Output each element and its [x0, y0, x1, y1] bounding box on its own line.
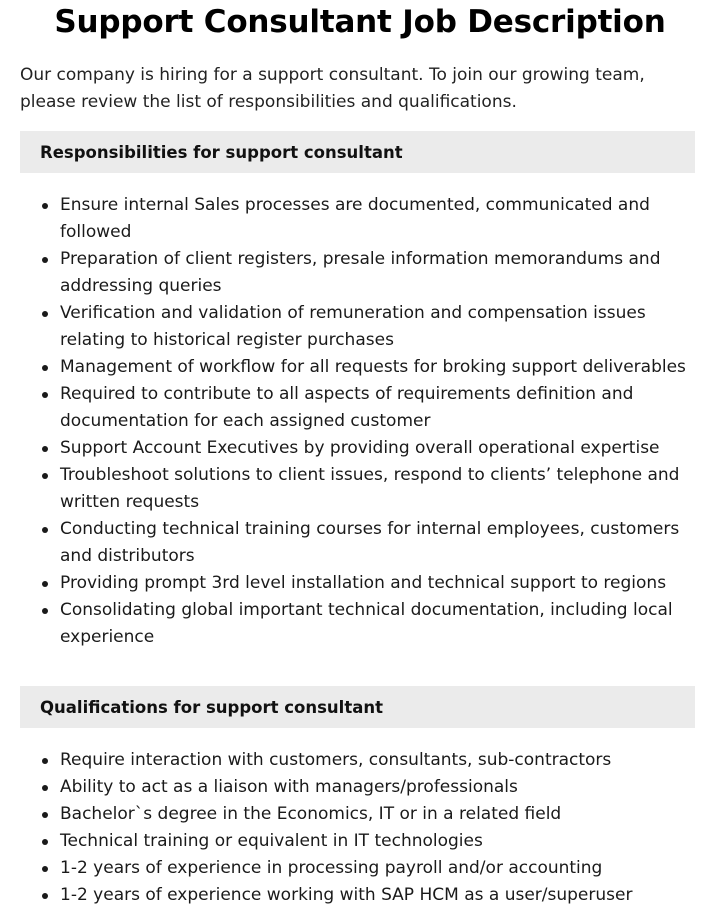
- list-item: Require interaction with customers, consultants, sub-contractors: [60, 747, 700, 774]
- responsibilities-list: [20, 192, 700, 651]
- intro-paragraph: Our company is hiring for a support consultant. To join our growing team, please review the list of responsibilities and qualifications.: [20, 65, 645, 112]
- list-item: Consolidating global important technical documentation, including local experience: [60, 597, 700, 651]
- list-item: Ensure internal Sales processes are documented, communicated and followed: [60, 192, 700, 246]
- list-item: Ability to act as a liaison with managers/professionals: [60, 774, 700, 801]
- responsibilities-heading: Responsibilities for support consultant: [40, 142, 403, 162]
- list-item: Conducting technical training courses for internal employees, customers and distributors: [60, 516, 700, 570]
- qualifications-list: [20, 747, 700, 909]
- responsibilities-header: [20, 131, 695, 173]
- list-item: Technical training or equivalent in IT technologies: [60, 828, 700, 855]
- list-item: Preparation of client registers, presale information memorandums and addressing queries: [60, 246, 700, 300]
- list-item: Management of workflow for all requests for broking support deliverables: [60, 354, 700, 381]
- list-item: 1-2 years of experience in processing payroll and/or accounting: [60, 855, 700, 882]
- page-title: Support Consultant Job Description: [54, 4, 666, 40]
- list-item: 1-2 years of experience working with SAP HCM as a user/superuser: [60, 882, 700, 909]
- qualifications-header: [20, 686, 695, 728]
- list-item: Providing prompt 3rd level installation and technical support to regions: [60, 570, 700, 597]
- list-item: Support Account Executives by providing overall operational expertise: [60, 435, 700, 462]
- list-item: Verification and validation of remuneration and compensation issues relating to historical register purchases: [60, 300, 700, 354]
- list-item: Bachelor`s degree in the Economics, IT or in a related field: [60, 801, 700, 828]
- list-item: Required to contribute to all aspects of requirements definition and documentation for each assigned customer: [60, 381, 700, 435]
- qualifications-heading: Qualifications for support consultant: [40, 697, 383, 717]
- list-item: Troubleshoot solutions to client issues, respond to clients’ telephone and written requests: [60, 462, 700, 516]
